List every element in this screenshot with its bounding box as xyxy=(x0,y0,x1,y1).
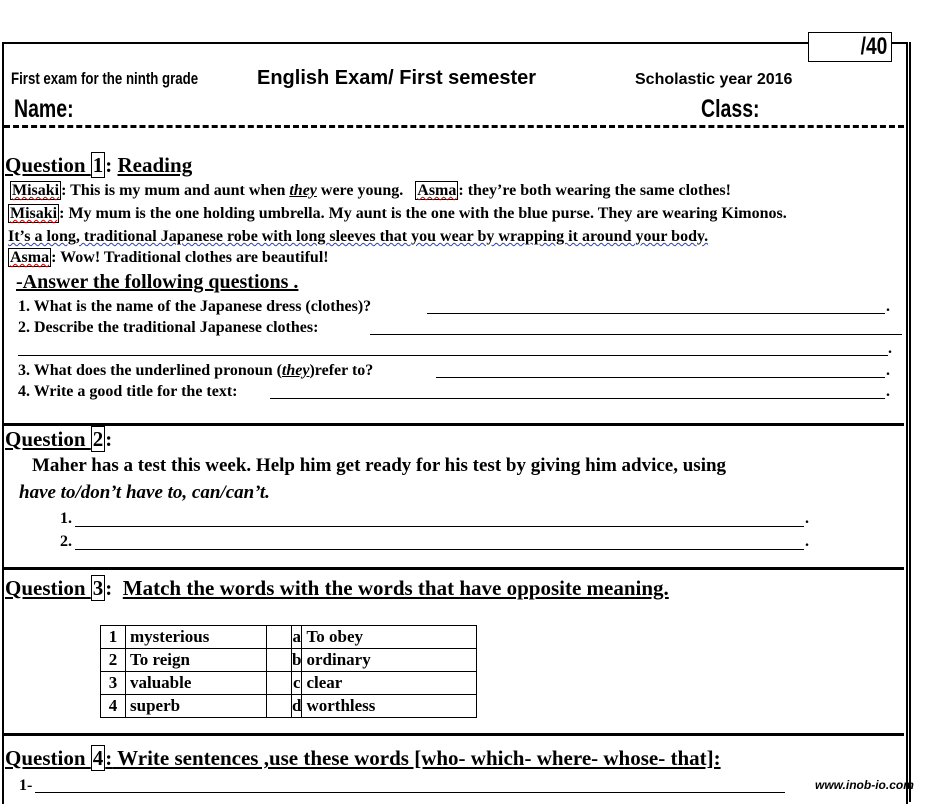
word-cell: To reign xyxy=(126,649,267,672)
answer-line-q4-1[interactable] xyxy=(35,792,785,793)
answer-line-q1-1[interactable] xyxy=(427,313,885,314)
name-label: Name: xyxy=(14,95,74,123)
q3-number: 3 xyxy=(92,576,104,600)
q4-number: 4 xyxy=(92,746,104,770)
answer-cell[interactable] xyxy=(267,649,292,672)
q4-title: Write sentences ,use these words [who- which- where- whose- that]: xyxy=(112,746,721,770)
option-letter: b xyxy=(292,649,302,672)
row-number: 1 xyxy=(101,626,126,649)
answer-line-q2-2[interactable] xyxy=(75,549,804,550)
answer-line-q1-3[interactable] xyxy=(436,377,885,378)
answer-cell[interactable] xyxy=(267,695,292,718)
q2-number: 2 xyxy=(92,427,104,451)
row-number: 3 xyxy=(101,672,126,695)
header-divider xyxy=(4,125,904,128)
q1-title: Reading xyxy=(117,153,193,177)
answer-cell[interactable] xyxy=(267,672,292,695)
option-letter: a xyxy=(292,626,302,649)
class-label: Class: xyxy=(701,95,760,123)
exam-line: First exam for the ninth grade xyxy=(11,69,199,88)
row-number: 2 xyxy=(101,649,126,672)
q4-heading: Question 4: Write sentences ,use these words [who- which- where- whose- that]: xyxy=(5,746,721,770)
scholastic-year: Scholastic year 2016 xyxy=(635,71,793,88)
section-divider-3 xyxy=(4,733,904,736)
q2-prompt-line-2: have to/don’t have to, can/can’t. xyxy=(19,482,270,503)
table-row xyxy=(101,672,477,695)
footer-website: www.inob-io.com xyxy=(815,778,914,792)
answer-line-q1-4[interactable] xyxy=(270,398,885,399)
section-divider-1 xyxy=(4,423,904,426)
exam-title: English Exam/ First semester xyxy=(257,67,537,89)
q1-instruction: -Answer the following questions . xyxy=(16,271,299,293)
table-row xyxy=(101,649,477,672)
frame-right-border xyxy=(909,42,911,802)
dialogue-line-3: It’s a long, traditional Japanese robe with long sleeves that you wear by wrapping it around your body. xyxy=(8,228,709,245)
word-cell: mysterious xyxy=(126,626,267,649)
table-row xyxy=(101,695,477,718)
score-total: /40 xyxy=(860,33,887,60)
q1-heading: Question 1: Reading xyxy=(5,153,193,177)
q2-heading: Question 2: xyxy=(5,427,113,451)
opposite-cell: To obey xyxy=(302,626,477,649)
q2-answer-1-label: 1. xyxy=(60,510,72,527)
q4-answer-1-label: 1- xyxy=(19,777,33,794)
score-box xyxy=(808,32,892,62)
dialogue-line-4: Asma : Wow! Traditional clothes are beautiful! xyxy=(10,249,329,266)
answer-line-q2-1[interactable] xyxy=(75,526,804,527)
opposite-cell: worthless xyxy=(302,695,477,718)
answer-line-q1-2a[interactable] xyxy=(370,334,902,335)
q2-answer-2-label: 2. xyxy=(60,533,72,550)
dialogue-line-1: Misaki : This is my mum and aunt when they were young. Asma : they’re both wearing the same clothes! xyxy=(12,182,731,199)
underlined-they: they xyxy=(289,182,317,199)
row-number: 4 xyxy=(101,695,126,718)
q1-question-3: 3. What does the underlined pronoun (they)refer to? xyxy=(18,362,374,379)
matching-table xyxy=(100,625,477,718)
word-cell: valuable xyxy=(126,672,267,695)
opposite-cell: ordinary xyxy=(302,649,477,672)
word-cell: superb xyxy=(126,695,267,718)
table-row xyxy=(101,626,477,649)
q1-number: 1 xyxy=(92,153,104,177)
answer-line-q1-2b[interactable] xyxy=(18,355,888,356)
option-letter: d xyxy=(292,695,302,718)
q1-question-2: 2. Describe the traditional Japanese clothes: xyxy=(18,319,319,336)
section-divider-2 xyxy=(4,567,904,570)
answer-cell[interactable] xyxy=(267,626,292,649)
dialogue-line-2: Misaki : My mum is the one holding umbrella. My aunt is the one with the blue purse. They are wearing Kimonos. xyxy=(10,205,787,222)
option-letter: c xyxy=(292,672,302,695)
q1-question-1: 1. What is the name of the Japanese dress (clothes)? xyxy=(18,298,372,315)
q3-title: Match the words with the words that have opposite meaning. xyxy=(122,576,669,600)
opposite-cell: clear xyxy=(302,672,477,695)
q1-question-4: 4. Write a good title for the text: xyxy=(18,383,238,400)
q3-heading: Question 3: Match the words with the words that have opposite meaning. xyxy=(5,576,669,600)
q2-prompt-line-1: Maher has a test this week. Help him get ready for his test by giving him advice, using xyxy=(32,455,727,476)
